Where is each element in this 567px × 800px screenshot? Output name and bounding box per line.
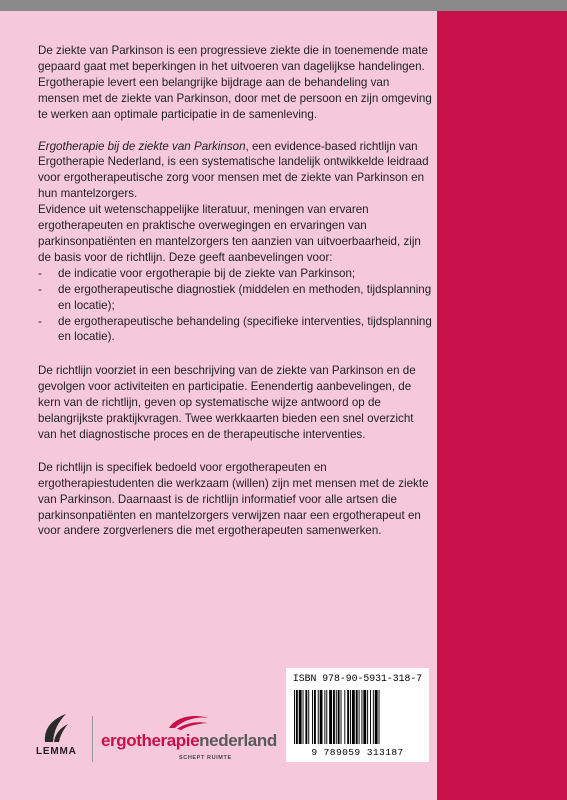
isbn-label: ISBN 978-90-5931-318-7 — [292, 673, 423, 684]
list-dash: - — [38, 266, 42, 280]
barcode-box — [286, 668, 429, 762]
paragraph-content: De richtlijn voorziet in een beschrijving van de ziekte van Parkinson en de gevolgen voor activiteiten en participatie. Eenendertig aanbevelingen, de kern van de richtlijn, geven op systematische wijze antwoord op de belangrijkste praktijkvragen. Twee werkkaarten bieden een snel overzicht van het diagnostische proces en de therapeutische interventies. — [38, 364, 416, 441]
logo-divider — [92, 716, 93, 762]
back-cover-text — [38, 43, 433, 539]
barcode-icon — [292, 690, 423, 746]
lemma-wordmark: LEMMA — [36, 746, 77, 757]
spine-band — [437, 11, 567, 800]
eno-wordmark: ergotherapienederland — [101, 731, 277, 750]
paragraph-guideline-text: , een evidence-based richtlijn van Ergotherapie Nederland, is een systematische landelijk ontwikkelde leidraad voor ergotherapeutische zorg voor mensen met de ziekte van Parkinson en hun mantelzorgers. — [38, 139, 429, 201]
swoosh-icon — [167, 712, 211, 732]
recommendation-list — [38, 266, 433, 346]
paragraph-guideline — [38, 139, 433, 203]
lemma-leaf-icon — [42, 712, 70, 744]
list-dash: - — [38, 282, 42, 296]
lemma-logo — [36, 712, 80, 760]
paragraph-evidence: Evidence uit wetenschappelijke literatuur, meningen van ervaren ergotherapeuten en praktische overwegingen en ervaringen van parkinsonpatiënten en mantelzorgers ten aanzien van uitvoerbaarheid, zijn de basis voor de richtlijn. Deze geeft aanbevelingen voor: — [38, 203, 421, 264]
eno-tagline: SCHEPT RUIMTE — [179, 755, 232, 761]
ergotherapie-nederland-logo — [101, 712, 301, 772]
list-item: - de ergotherapeutische behandeling (specifieke interventies, tijdsplanning en locatie). — [38, 314, 432, 344]
paragraph-intro: De ziekte van Parkinson is een progressieve ziekte die in toenemende mate gepaard gaat met beperkingen in het uitvoeren van dagelijkse handelingen. Ergotherapie levert een belangrijke bijdrage aan de behandeling van mensen met de ziekte van Parkinson, door met de persoon en zijn omgeving te werken aan optimale participatie in de samenleving. — [38, 44, 432, 121]
list-item: - de ergotherapeutische diagnostiek (middelen en methoden, tijdsplanning en locatie); — [38, 282, 432, 312]
top-strip — [0, 0, 567, 11]
paragraph-audience: De richtlijn is specifiek bedoeld voor ergotherapeuten en ergotherapiestudenten die werkzaam (willen) zijn met mensen met de ziekte van Parkinson. Daarnaast is de richtlijn informatief voor alle artsen die parkinsonpatiënten en mantelzorgers verwijzen naar een ergotherapeut en voor andere zorgverleners die met ergotherapeuten samenwerken. — [38, 460, 429, 538]
list-dash: - — [38, 314, 42, 328]
list-item: - de indicatie voor ergotherapie bij de ziekte van Parkinson; — [38, 266, 356, 280]
book-title: Ergotherapie bij de ziekte van Parkinson — [38, 139, 246, 153]
barcode-digits: 9 789059 313187 — [311, 747, 404, 758]
